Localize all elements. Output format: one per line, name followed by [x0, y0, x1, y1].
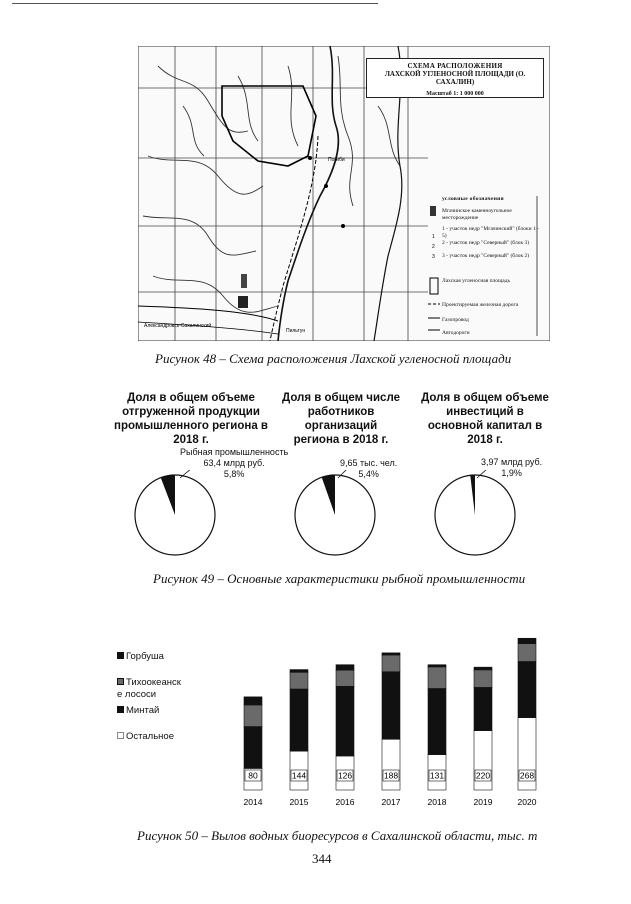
svg-text:2: 2 [432, 244, 435, 250]
x-tick-label: 2018 [427, 797, 447, 807]
bar-chart [230, 625, 550, 810]
pie-1 [130, 470, 220, 560]
map-legend-item: Лахская угленосная площадь [442, 278, 511, 284]
map-legend-item: Мгачинское каменноугольное месторождение [442, 208, 512, 221]
data-label: 144 [291, 770, 307, 781]
x-tick-label: 2019 [473, 797, 493, 807]
figure-48-caption: Рисунок 48 – Схема расположения Лахской угленосной площади [155, 351, 512, 366]
legend-item-other: Остальное [117, 731, 217, 743]
data-label: 126 [337, 770, 353, 781]
legend-item-gorbusha: Горбуша [117, 651, 217, 663]
svg-text:1: 1 [432, 234, 435, 240]
map-legend-title: условные обозначения [442, 196, 504, 202]
map-legend [428, 196, 550, 342]
data-label: 188 [383, 770, 399, 781]
top-rule [12, 3, 378, 4]
pie-1-label: Рыбная промышленность 63,4 млрд руб. 5,8% [180, 447, 289, 479]
bar-segment-Минтай [518, 661, 536, 717]
pie-2-label: 9,65 тыс. чел. 5,4% [340, 458, 398, 479]
bar-segment-Горбуша [244, 697, 262, 705]
x-tick-label: 2020 [517, 797, 537, 807]
pie-2-title: Доля в общем числе работников организаций региона в 2018 г. [281, 392, 400, 446]
bar-segment-Минтай [290, 689, 308, 751]
data-label: 131 [429, 770, 445, 781]
map-legend-item: 3 - участок недр "Северный" (блок 2) [442, 253, 530, 259]
bar-segment-Остальное [382, 739, 400, 790]
x-tick-label: 2014 [243, 797, 263, 807]
map-place-label: Погиби [328, 157, 345, 163]
bar-segment-Тихоокеанские-лососи [290, 672, 308, 689]
pie-3 [430, 470, 520, 560]
bar-segment-Минтай [244, 727, 262, 769]
bar-segment-Минтай [474, 687, 492, 730]
map-place-label: Пильтун [286, 328, 306, 334]
bar-chart-legend [117, 651, 217, 743]
bar-segment-Горбуша [428, 665, 446, 667]
map-title-line1: СХЕМА РАСПОЛОЖЕНИЯ [407, 62, 503, 70]
bar-segment-Горбуша [382, 653, 400, 655]
legend-item-salmon: Тихоокеанск [117, 677, 217, 689]
map-scale: Масштаб 1: 1 000 000 [426, 91, 484, 97]
bar-segment-Горбуша [290, 670, 308, 673]
data-label: 80 [248, 770, 258, 781]
figure-49-caption: Рисунок 49 – Основные характеристики рыбной промышленности [153, 571, 526, 586]
figure-50-caption: Рисунок 50 – Вылов водных биоресурсов в Сахалинской области, тыс. т [137, 828, 538, 843]
bar-segment-Тихоокеанские-лососи [336, 670, 354, 686]
map-title-box [366, 58, 544, 98]
x-tick-label: 2017 [381, 797, 401, 807]
pie-1-title: Доля в общем объеме отгруженной продукции промышленного региона в 2018 г. [114, 392, 268, 446]
svg-text:3: 3 [432, 254, 435, 260]
map-legend-item: Автодороги [442, 330, 470, 336]
pie-3-label: 3,97 млрд руб. 1,9% [481, 457, 543, 478]
x-tick-label: 2016 [335, 797, 355, 807]
map-legend-item: 2 - участок недр "Северный" (блок 3) [442, 240, 530, 246]
map-legend-item: Проектируемая железная дорога [442, 302, 519, 308]
pie-2 [290, 470, 380, 560]
bar-segment-Тихоокеанские-лососи [428, 667, 446, 689]
bar-segment-Тихоокеанские-лососи [474, 670, 492, 688]
bar-segment-Горбуша [518, 638, 536, 643]
bar-segment-Горбуша [336, 665, 354, 670]
map-legend-item: 1 - участок недр "Мгачинский" (блоки 1 - 5) [442, 226, 539, 239]
map-place-label: Александровск-Сахалинский [144, 323, 212, 329]
bar-segment-Минтай [382, 672, 400, 740]
map-legend-symbols [428, 204, 442, 334]
data-label: 220 [475, 770, 491, 781]
bar-segment-Минтай [428, 688, 446, 754]
pie-3-title: Доля в общем объеме инвестиций в основной капитал в 2018 г. [421, 392, 549, 446]
bar-segment-Тихоокеанские-лососи [244, 705, 262, 727]
x-tick-label: 2015 [289, 797, 309, 807]
legend-item-mintai: Минтай [117, 705, 217, 717]
legend-item-salmon-cont: е лососи [117, 689, 157, 700]
page-number: 344 [312, 851, 332, 866]
bar-segment-Тихоокеанские-лососи [518, 644, 536, 662]
bar-segment-Горбуша [474, 667, 492, 670]
bar-segment-Минтай [336, 686, 354, 756]
map-title-line2: ЛАХСКОЙ УГЛЕНОСНОЙ ПЛОЩАДИ (О. САХАЛИН) [384, 70, 526, 86]
bar-segment-Тихоокеанские-лососи [382, 655, 400, 672]
data-label: 268 [519, 770, 535, 781]
map-legend-item: Газопровод [442, 317, 469, 323]
